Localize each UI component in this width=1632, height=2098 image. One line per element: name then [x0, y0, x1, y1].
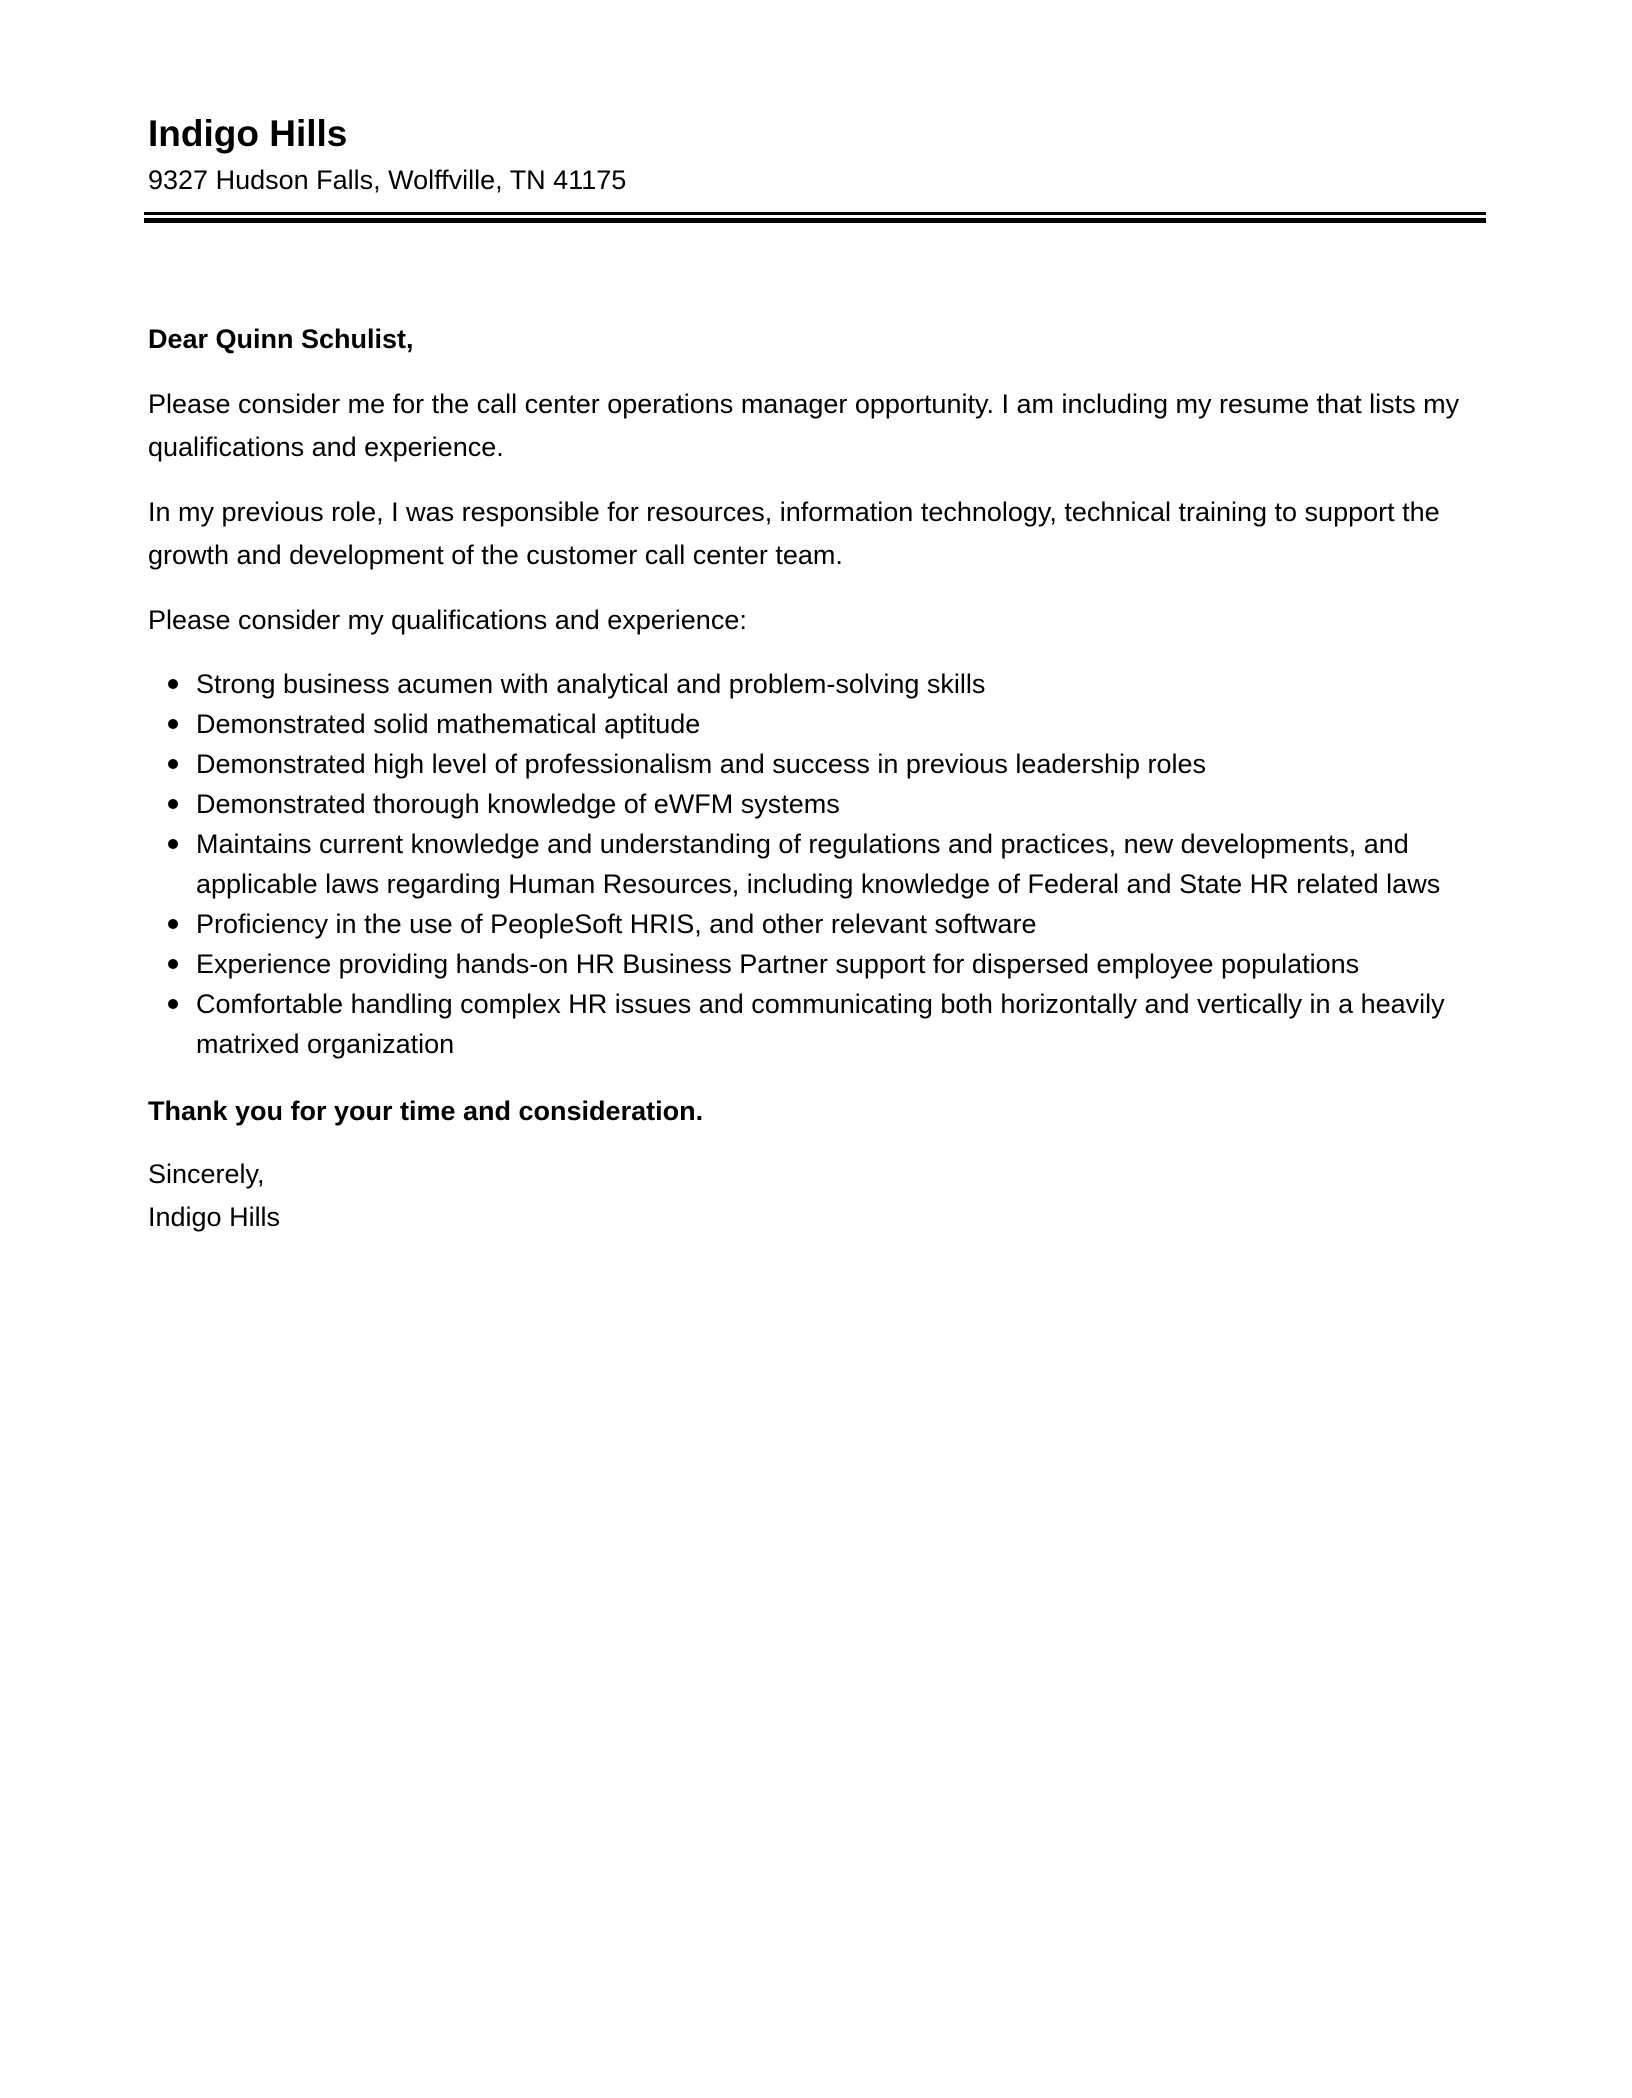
list-item-text: Strong business acumen with analytical and problem-solving skills [196, 669, 986, 699]
closing-line: Thank you for your time and consideration. [148, 1096, 704, 1126]
list-item [148, 824, 1488, 904]
qualifications-list [148, 664, 1488, 1064]
letterhead [148, 108, 1488, 200]
list-item-text: Maintains current knowledge and understanding of regulations and practices, new developments, and applicable laws regarding Human Resources, including knowledge of Federal and State HR related laws [196, 829, 1441, 899]
list-item [148, 704, 1488, 744]
sender-name: Indigo Hills [148, 113, 348, 154]
salutation: Dear Quinn Schulist, [148, 324, 414, 354]
bullet-icon [168, 759, 178, 769]
list-item [148, 904, 1488, 944]
list-item [148, 664, 1488, 704]
list-item-text: Comfortable handling complex HR issues and communicating both horizontally and vertically in a heavily matrixed organization [196, 989, 1445, 1059]
list-item-text: Experience providing hands-on HR Business Partner support for dispersed employee populations [196, 949, 1360, 979]
list-item-text: Demonstrated thorough knowledge of eWFM systems [196, 789, 840, 819]
bullet-icon [168, 839, 178, 849]
list-item-text: Proficiency in the use of PeopleSoft HRIS, and other relevant software [196, 909, 1037, 939]
letter-body [148, 318, 1488, 1239]
header-divider [144, 212, 1486, 222]
list-item-text: Demonstrated high level of professionalism and success in previous leadership roles [196, 749, 1207, 779]
intro-paragraph: Please consider me for the call center operations manager opportunity. I am including my resume that lists my qualifications and experience. [148, 389, 1460, 462]
bullet-icon [168, 919, 178, 929]
bullet-icon [168, 799, 178, 809]
sender-address: 9327 Hudson Falls, Wolffville, TN 41175 [148, 165, 627, 195]
bullet-icon [168, 959, 178, 969]
list-item [148, 944, 1488, 984]
signature: Indigo Hills [148, 1202, 281, 1232]
list-item [148, 744, 1488, 784]
qualifications-intro: Please consider my qualifications and experience: [148, 605, 747, 635]
bullet-icon [168, 679, 178, 689]
signoff: Sincerely, [148, 1159, 265, 1189]
previous-role-paragraph: In my previous role, I was responsible for resources, information technology, technical training to support the growth and development of the customer call center team. [148, 497, 1440, 570]
list-item [148, 984, 1488, 1064]
bullet-icon [168, 719, 178, 729]
list-item-text: Demonstrated solid mathematical aptitude [196, 709, 701, 739]
bullet-icon [168, 999, 178, 1009]
list-item [148, 784, 1488, 824]
